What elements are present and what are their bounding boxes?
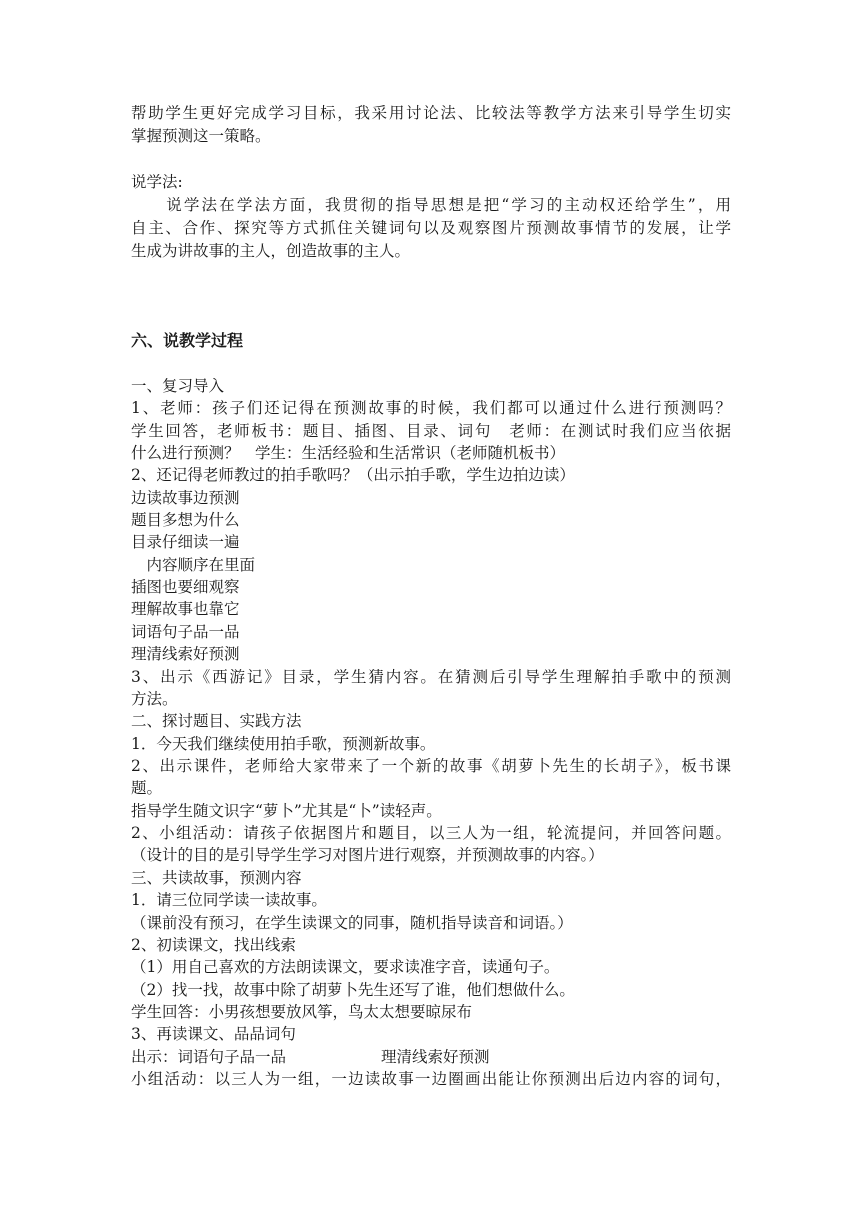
paragraph-line: 2、小组活动：请孩子依据图片和题目，以三人为一组，轮流提问，并回答问题。 <box>131 824 731 842</box>
paragraph-line: 题。 <box>131 779 163 797</box>
song-line: 插图也要细观察 <box>131 578 240 596</box>
paragraph-line: 1、老师：孩子们还记得在预测故事的时候，我们都可以通过什么进行预测吗？ <box>131 399 731 417</box>
song-line: 理清线索好预测 <box>131 645 240 663</box>
subsection-heading: 一、复习导入 <box>131 377 225 395</box>
paragraph-line: 什么进行预测？ 学生：生活经验和生活常识（老师随机板书） <box>131 444 566 462</box>
subsection-heading: 二、探讨题目、实践方法 <box>131 712 302 730</box>
song-line: 目录仔细读一遍 <box>131 533 240 551</box>
paragraph-line: 学生回答，老师板书：题目、插图、目录、词句 老师：在测试时我们应当依据 <box>131 422 731 440</box>
paragraph-line: 2、还记得老师教过的拍手歌吗？（出示拍手歌，学生边拍边读） <box>131 466 575 484</box>
section-title: 六、说教学过程 <box>131 331 244 350</box>
paragraph-line: 掌握预测这一策略。 <box>131 127 271 145</box>
paragraph-line: 帮助学生更好完成学习目标，我采用讨论法、比较法等教学方法来引导学生切实 <box>131 104 731 122</box>
paragraph-line: 1．今天我们继续使用拍手歌，预测新故事。 <box>131 735 436 753</box>
show-label: 理清线索好预测 <box>381 1048 490 1066</box>
paragraph-line: 说学法在学法方面，我贯彻的指导思想是把“学习的主动权还给学生”，用 <box>131 196 731 214</box>
paragraph-line: （设计的目的是引导学生学习对图片进行观察，并预测故事的内容。） <box>131 846 604 864</box>
song-line: 边读故事边预测 <box>131 489 240 507</box>
paragraph-line: 学生回答：小男孩想要放风筝，鸟太太想要晾尿布 <box>131 1003 473 1021</box>
paragraph-line: 3、再读课文、品品词句 <box>131 1025 296 1043</box>
paragraph-line: 2、出示课件，老师给大家带来了一个新的故事《胡萝卜先生的长胡子》，板书课 <box>131 757 731 775</box>
paragraph-line: （1）用自己喜欢的方法朗读课文，要求读准字音，读通句子。 <box>131 958 560 976</box>
subsection-heading: 三、共读故事，预测内容 <box>131 869 302 887</box>
show-label: 出示：词语句子品一品 <box>131 1048 287 1066</box>
song-line: 词语句子品一品 <box>131 623 240 641</box>
paragraph-line: 指导学生随文识字“萝卜”尤其是“卜”读轻声。 <box>131 802 442 820</box>
paragraph-line <box>131 1046 731 1068</box>
paragraph-line: 方法。 <box>131 690 178 708</box>
song-line: 理解故事也靠它 <box>131 600 240 618</box>
paragraph-line: （课前没有预习，在学生读课文的同事，随机指导读音和词语。） <box>131 914 573 932</box>
song-line: 内容顺序在里面 <box>131 556 256 574</box>
paragraph-line: 3、出示《西游记》目录，学生猜内容。在猜测后引导学生理解拍手歌中的预测 <box>131 668 731 686</box>
paragraph-line: 1．请三位同学读一读故事。 <box>131 891 327 909</box>
paragraph-line: 生成为讲故事的主人，创造故事的主人。 <box>131 242 411 260</box>
paragraph-line: （2）找一找，故事中除了胡萝卜先生还写了谁，他们想做什么。 <box>131 981 575 999</box>
paragraph-line: 2、初读课文，找出线索 <box>131 936 296 954</box>
section-heading-xuefa: 说学法: <box>131 173 183 191</box>
paragraph-line: 自主、合作、探究等方式抓住关键词句以及观察图片预测故事情节的发展，让学 <box>131 219 731 237</box>
song-line: 题目多想为什么 <box>131 511 240 529</box>
paragraph-line: 小组活动：以三人为一组，一边读故事一边圈画出能让你预测出后边内容的词句， <box>131 1070 731 1088</box>
